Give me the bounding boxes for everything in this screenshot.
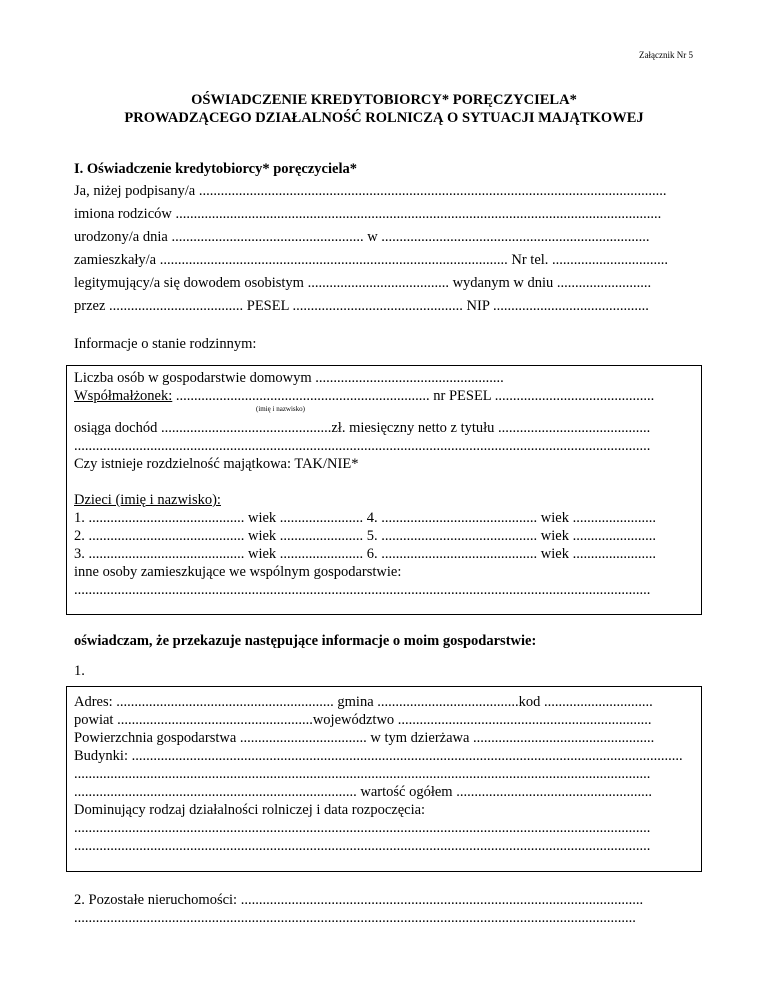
other-real-estate-line: 2. Pozostałe nieruchomości: ............................................................................................................... xyxy=(74,892,644,908)
property-separation: Czy istnieje rozdzielność majątkowa: TAK/NIE* xyxy=(74,456,359,472)
income-continuation-line: ............................................................................................................................................................... xyxy=(74,438,651,454)
name-hint: (imię i nazwisko) xyxy=(256,405,305,413)
farm-item-number: 1. xyxy=(74,663,85,679)
children-heading: Dzieci (imię i nazwisko): xyxy=(74,492,221,508)
farm-activity-label: Dominujący rodzaj działalności rolniczej i data rozpoczęcia: xyxy=(74,802,426,818)
farm-address-line: Adres: ............................................................ gmina .......................................kod .............................. xyxy=(74,694,653,710)
address-phone-field-line: zamieszkały/a ................................................................................................ Nr tel. ................................ xyxy=(74,252,669,268)
birth-field-line: urodzony/a dnia ..................................................... w .......................................................................... xyxy=(74,229,650,245)
household-line: Liczba osób w gospodarstwie domowym .................................................... xyxy=(74,370,504,386)
other-persons-line: ............................................................................................................................................................... xyxy=(74,582,651,598)
farm-county-line: powiat ......................................................województwo ...................................................................... xyxy=(74,712,652,728)
title-line-1: OŚWIADCZENIE KREDYTOBIORCY* PORĘCZYCIELA* xyxy=(191,92,577,108)
children-row-1: 1. ........................................... wiek ....................... 4. ........................................... wiek ....................... xyxy=(74,510,656,526)
farm-activity-line-1: ............................................................................................................................................................... xyxy=(74,820,651,836)
farm-buildings-cont-line: ............................................................................................................................................................... xyxy=(74,766,651,782)
title-line-2: PROWADZĄCEGO DZIAŁALNOŚĆ ROLNICZĄ O SYTUACJI MAJĄTKOWEJ xyxy=(124,110,644,126)
spouse-label: Współmałżonek: xyxy=(74,388,173,404)
issuer-pesel-nip-field-line: przez ..................................... PESEL ............................................... NIP ........................................... xyxy=(74,298,649,314)
children-row-2: 2. ........................................... wiek ....................... 5. ........................................... wiek ....................... xyxy=(74,528,656,544)
children-row-3: 3. ........................................... wiek ....................... 6. ........................................... wiek ....................... xyxy=(74,546,656,562)
section1-heading: I. Oświadczenie kredytobiorcy* poręczyciela* xyxy=(74,161,357,177)
parents-field-line: imiona rodziców ...................................................................................................................................... xyxy=(74,206,662,222)
id-document-field-line: legitymujący/a się dowodem osobistym ....................................... wydanym w dniu .......................... xyxy=(74,275,652,291)
other-real-estate-cont: ........................................................................................................................................................... xyxy=(74,910,636,926)
spouse-line xyxy=(74,387,694,405)
farm-total-value-line: .............................................................................. wartość ogółem ...................................................... xyxy=(74,784,652,800)
annex-label: Załącznik Nr 5 xyxy=(639,50,693,60)
farm-area-line: Powierzchnia gospodarstwa ................................... w tym dzierżawa .................................................. xyxy=(74,730,655,746)
farm-buildings-line: Budynki: ........................................................................................................................................................ xyxy=(74,748,683,764)
other-persons-label: inne osoby zamieszkujące we wspólnym gospodarstwie: xyxy=(74,564,402,580)
family-intro: Informacje o stanie rodzinnym: xyxy=(74,336,257,352)
farm-activity-line-2: ............................................................................................................................................................... xyxy=(74,838,651,854)
income-line: osiąga dochód ...............................................zł. miesięczny netto z tytułu .......................................... xyxy=(74,420,651,436)
spouse-fields: ...................................................................... nr PESEL ............................................ xyxy=(172,388,655,404)
name-field-line: Ja, niżej podpisany/a ................................................................................................................................. xyxy=(74,183,667,199)
farm-statement: oświadczam, że przekazuje następujące informacje o moim gospodarstwie: xyxy=(74,633,537,649)
